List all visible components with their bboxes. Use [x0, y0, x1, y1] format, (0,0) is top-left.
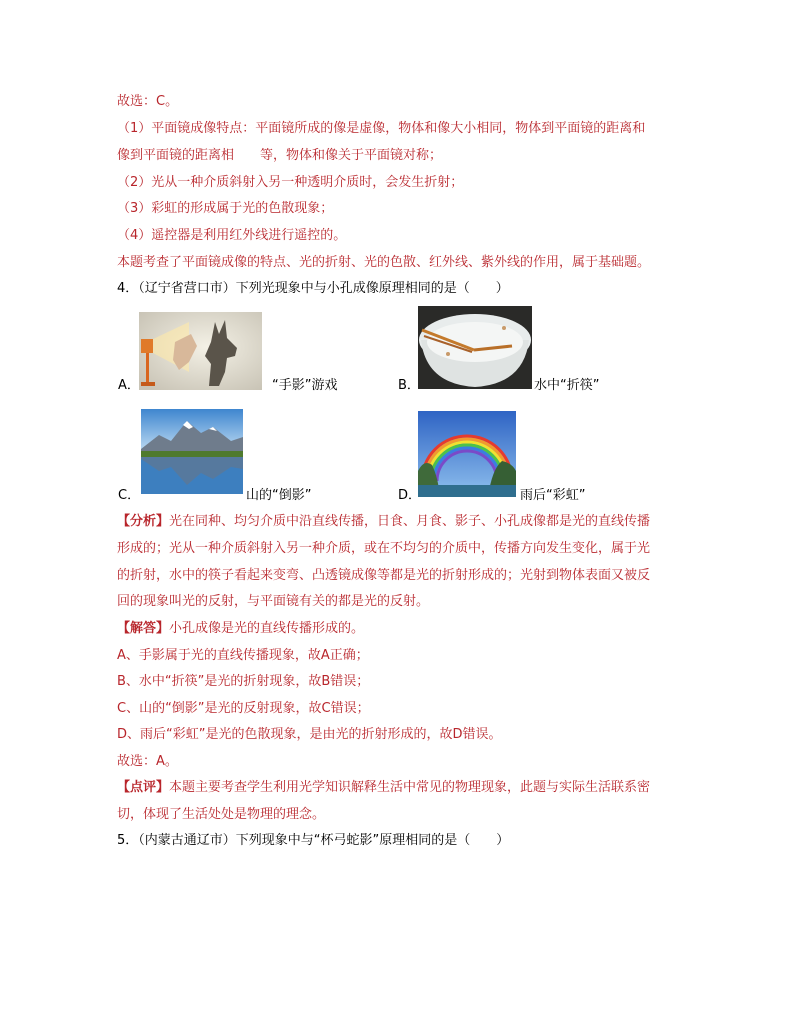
option-b-letter: B．: [398, 378, 420, 393]
previous-summary: 本题考查了平面镜成像的特点、光的折射、光的色散、红外线、紫外线的作用，属于基础题。: [117, 255, 651, 270]
option-a-letter: A．: [118, 378, 140, 393]
rainbow-image: [418, 411, 516, 497]
previous-point: （1）平面镜成像特点：平面镜所成的像是虚像，物体和像大小相同，物体到平面镜的距离和: [117, 121, 646, 136]
previous-point: （2）光从一种介质斜射入另一种透明介质时，会发生折射；: [117, 175, 464, 190]
chopsticks-in-water-image: [418, 306, 532, 389]
option-b-caption: 水中“折筷”: [534, 378, 600, 393]
analysis-line: [117, 512, 650, 532]
comment-text: 本题主要考查学生利用光学知识解释生活中常见的物理现象，此题与实际生活联系密: [169, 780, 651, 795]
option-a-caption: “手影”游戏: [272, 378, 338, 393]
option-d-letter: D．: [398, 488, 422, 503]
previous-answer: 故选：C。: [117, 94, 179, 109]
analysis-line: 回的现象叫光的反射，与平面镜有关的都是光的反射。: [117, 594, 430, 609]
option-c-caption: 山的“倒影”: [246, 488, 312, 503]
comment-tag: 【点评】: [117, 780, 170, 795]
solution-option-d: D、雨后“彩虹”是光的色散现象，是由光的折射形成的，故D错误。: [117, 727, 502, 742]
comment-line: 切，体现了生活处处是物理的理念。: [117, 807, 326, 822]
hand-shadow-image: [139, 312, 262, 390]
previous-point: （4）遥控器是利用红外线进行遥控的。: [117, 228, 347, 243]
option-c-letter: C．: [118, 488, 141, 503]
answer-line: 故选：A。: [117, 754, 178, 769]
analysis-text: 光在同种、均匀介质中沿直线传播，日食、月食、影子、小孔成像都是光的直线传播: [169, 514, 651, 529]
solution-tag: 【解答】: [117, 621, 170, 636]
solution-option-a: A、手影属于光的直线传播现象，故A正确；: [117, 648, 369, 663]
analysis-line: 的折射，水中的筷子看起来变弯、凸透镜成像等都是光的折射形成的；光射到物体表面又被反: [117, 568, 651, 583]
mountain-reflection-image: [141, 409, 243, 494]
solution-line: [117, 619, 364, 639]
question-4-stem: 4．（辽宁省营口市）下列光现象中与小孔成像原理相同的是（ ）: [117, 281, 509, 296]
solution-text: 小孔成像是光的直线传播形成的。: [169, 621, 365, 636]
previous-point: 像到平面镜的距离相 等，物体和像关于平面镜对称；: [117, 148, 443, 163]
analysis-tag: 【分析】: [117, 514, 170, 529]
solution-option-b: B、水中“折筷”是光的折射现象，故B错误；: [117, 674, 370, 689]
comment-line: [117, 778, 650, 798]
option-d-caption: 雨后“彩虹”: [520, 488, 586, 503]
question-5-stem: 5．（内蒙古通辽市）下列现象中与“杯弓蛇影”原理相同的是（ ）: [117, 833, 510, 848]
analysis-line: 形成的；光从一种介质斜射入另一种介质，或在不均匀的介质中，传播方向发生变化，属于光: [117, 541, 651, 556]
previous-point: （3）彩虹的形成属于光的色散现象；: [117, 201, 334, 216]
solution-option-c: C、山的“倒影”是光的反射现象，故C错误；: [117, 701, 370, 716]
